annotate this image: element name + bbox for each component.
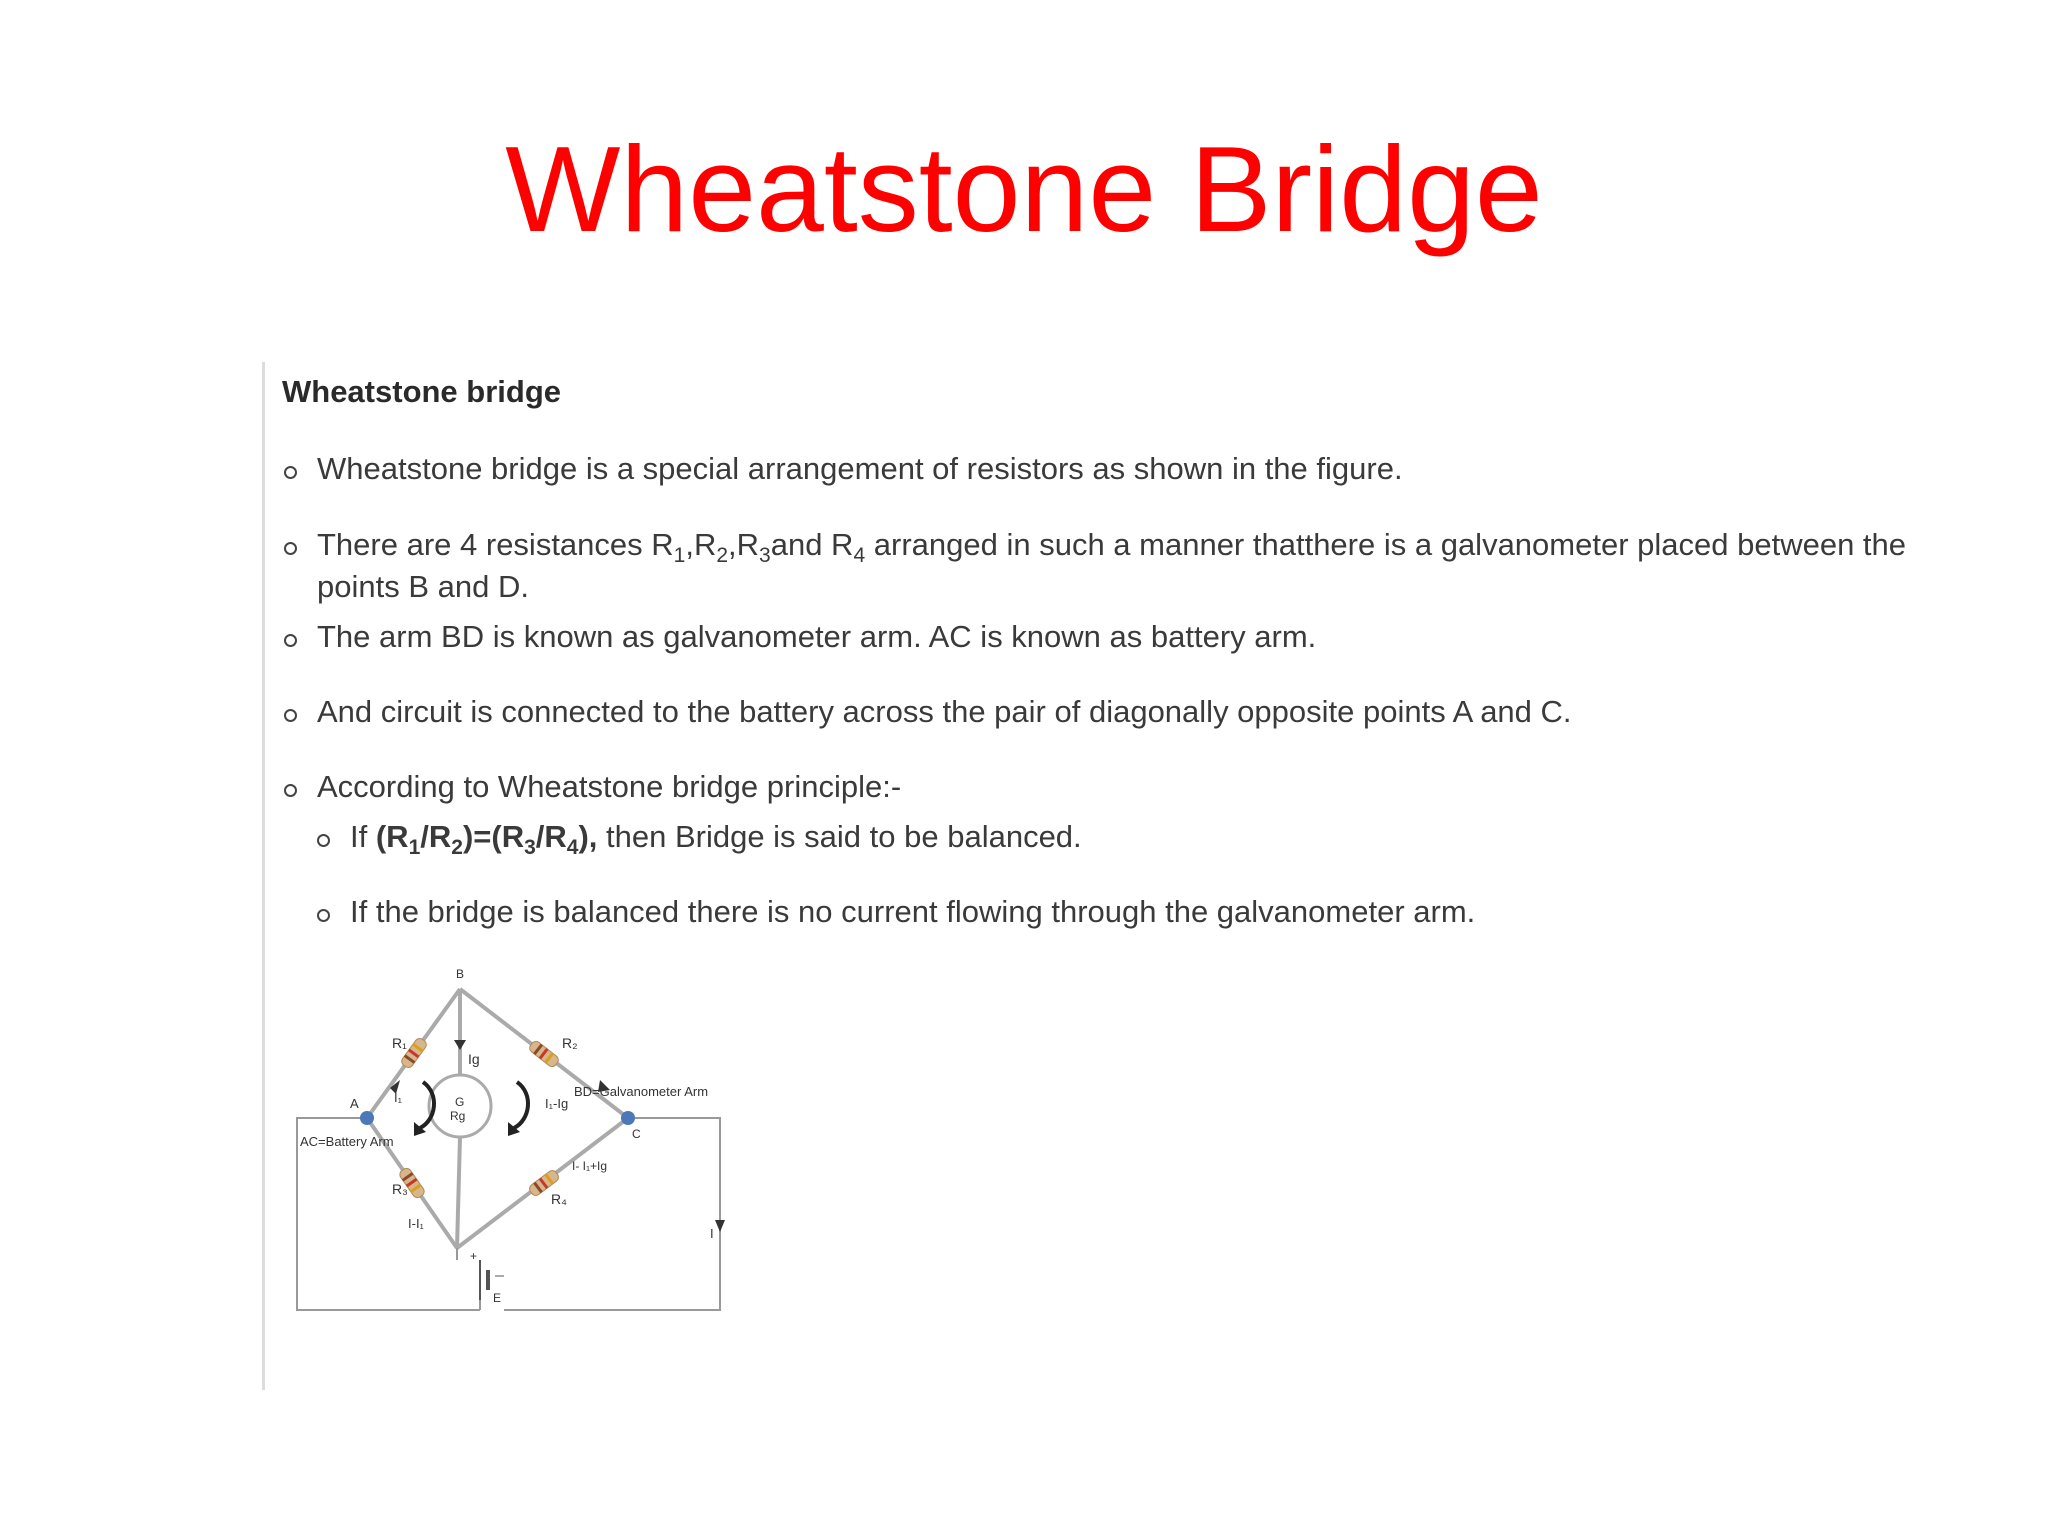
formula-part: /R — [420, 819, 452, 854]
bullet-text: points B and D. — [317, 569, 529, 604]
wheatstone-circuit-diagram — [290, 962, 830, 1362]
subscript: 2 — [716, 544, 729, 567]
section-heading: Wheatstone bridge — [282, 374, 562, 409]
sub-bullet-text-part: If — [350, 819, 376, 854]
formula-part: ), — [578, 819, 598, 854]
arrow-ig — [454, 1040, 466, 1050]
label-rg: Rg — [450, 1109, 466, 1123]
arrow-i — [715, 1220, 725, 1232]
bullet-item — [317, 524, 1906, 566]
subscript: 4 — [853, 544, 866, 567]
bullet-text-part: arranged in such a manner thatthere is a galvanometer placed between the — [865, 527, 1907, 562]
galvanometer-arm — [457, 1137, 460, 1248]
sub-bullet-item — [350, 891, 1475, 933]
label-plus: + — [470, 1249, 478, 1263]
label-r3: R₃ — [392, 1181, 408, 1197]
label-node-c: C — [632, 1127, 641, 1141]
label-g: G — [455, 1095, 465, 1109]
sub-bullet-marker — [317, 834, 330, 847]
loop-arrow-right — [514, 1082, 528, 1128]
slide-title: Wheatstone Bridge — [505, 121, 1543, 257]
subscript: 1 — [673, 544, 686, 567]
bullet-item — [317, 448, 1403, 490]
bullet-text-part: There are 4 resistances R — [317, 527, 674, 562]
bullet-text: According to Wheatstone bridge principle:- — [317, 769, 902, 804]
subscript: 3 — [524, 836, 536, 859]
label-node-a: A — [350, 1096, 359, 1111]
bullet-item — [317, 766, 901, 808]
subscript: 1 — [408, 836, 421, 859]
bullet-marker — [284, 784, 297, 797]
node-c — [621, 1111, 635, 1125]
label-ig: Ig — [468, 1051, 480, 1067]
bullet-text-part: and R — [770, 527, 854, 562]
sub-bullet-marker — [317, 909, 330, 922]
bullet-item-continuation — [317, 566, 529, 608]
bullet-text-part: ,R — [685, 527, 717, 562]
label-e: E — [493, 1291, 502, 1305]
label-i-minus-i1: I-I₁ — [408, 1216, 424, 1231]
label-bd-galvanometer-arm: BD=Galvanometer Arm — [574, 1084, 709, 1099]
label-ac-battery-arm: AC=Battery Arm — [300, 1134, 394, 1149]
formula-part: )=(R — [462, 819, 525, 854]
sub-bullet-text: If the bridge is balanced there is no current flowing through the galvanometer arm. — [350, 894, 1476, 929]
subscript: 4 — [566, 836, 579, 859]
label-i-minus-i1-plus-ig: I- I₁+Ig — [572, 1159, 608, 1173]
formula-part: /R — [535, 819, 567, 854]
label-node-b: B — [456, 967, 465, 981]
label-i: I — [710, 1226, 714, 1241]
bullet-text: The arm BD is known as galvanometer arm. AC is known as battery arm. — [317, 619, 1317, 654]
subscript: 2 — [451, 836, 463, 859]
formula-part: (R — [375, 819, 409, 854]
resistor-r2 — [528, 1039, 561, 1068]
bullet-text: Wheatstone bridge is a special arrangement of resistors as shown in the figure. — [317, 451, 1403, 486]
bullet-text-part: ,R — [728, 527, 760, 562]
content-panel — [262, 362, 1907, 1390]
bullet-item — [317, 691, 1572, 733]
bullet-marker — [284, 542, 297, 555]
battery-wire — [504, 1118, 720, 1310]
bullet-text: And circuit is connected to the battery across the pair of diagonally opposite points A and C. — [317, 694, 1572, 729]
label-i1-minus-ig: I₁-Ig — [545, 1096, 569, 1111]
subscript: 3 — [759, 544, 771, 567]
sub-bullet-item — [350, 816, 1082, 858]
bullet-marker — [284, 466, 297, 479]
bullet-item — [317, 616, 1316, 658]
label-r2: R₂ — [562, 1035, 578, 1051]
label-i1: I₁ — [394, 1090, 402, 1105]
sub-bullet-text-part: then Bridge is said to be balanced. — [597, 819, 1082, 854]
label-r1: R₁ — [392, 1035, 407, 1051]
label-r4: R₄ — [551, 1191, 567, 1207]
node-a — [360, 1111, 374, 1125]
bullet-marker — [284, 709, 297, 722]
bullet-marker — [284, 634, 297, 647]
